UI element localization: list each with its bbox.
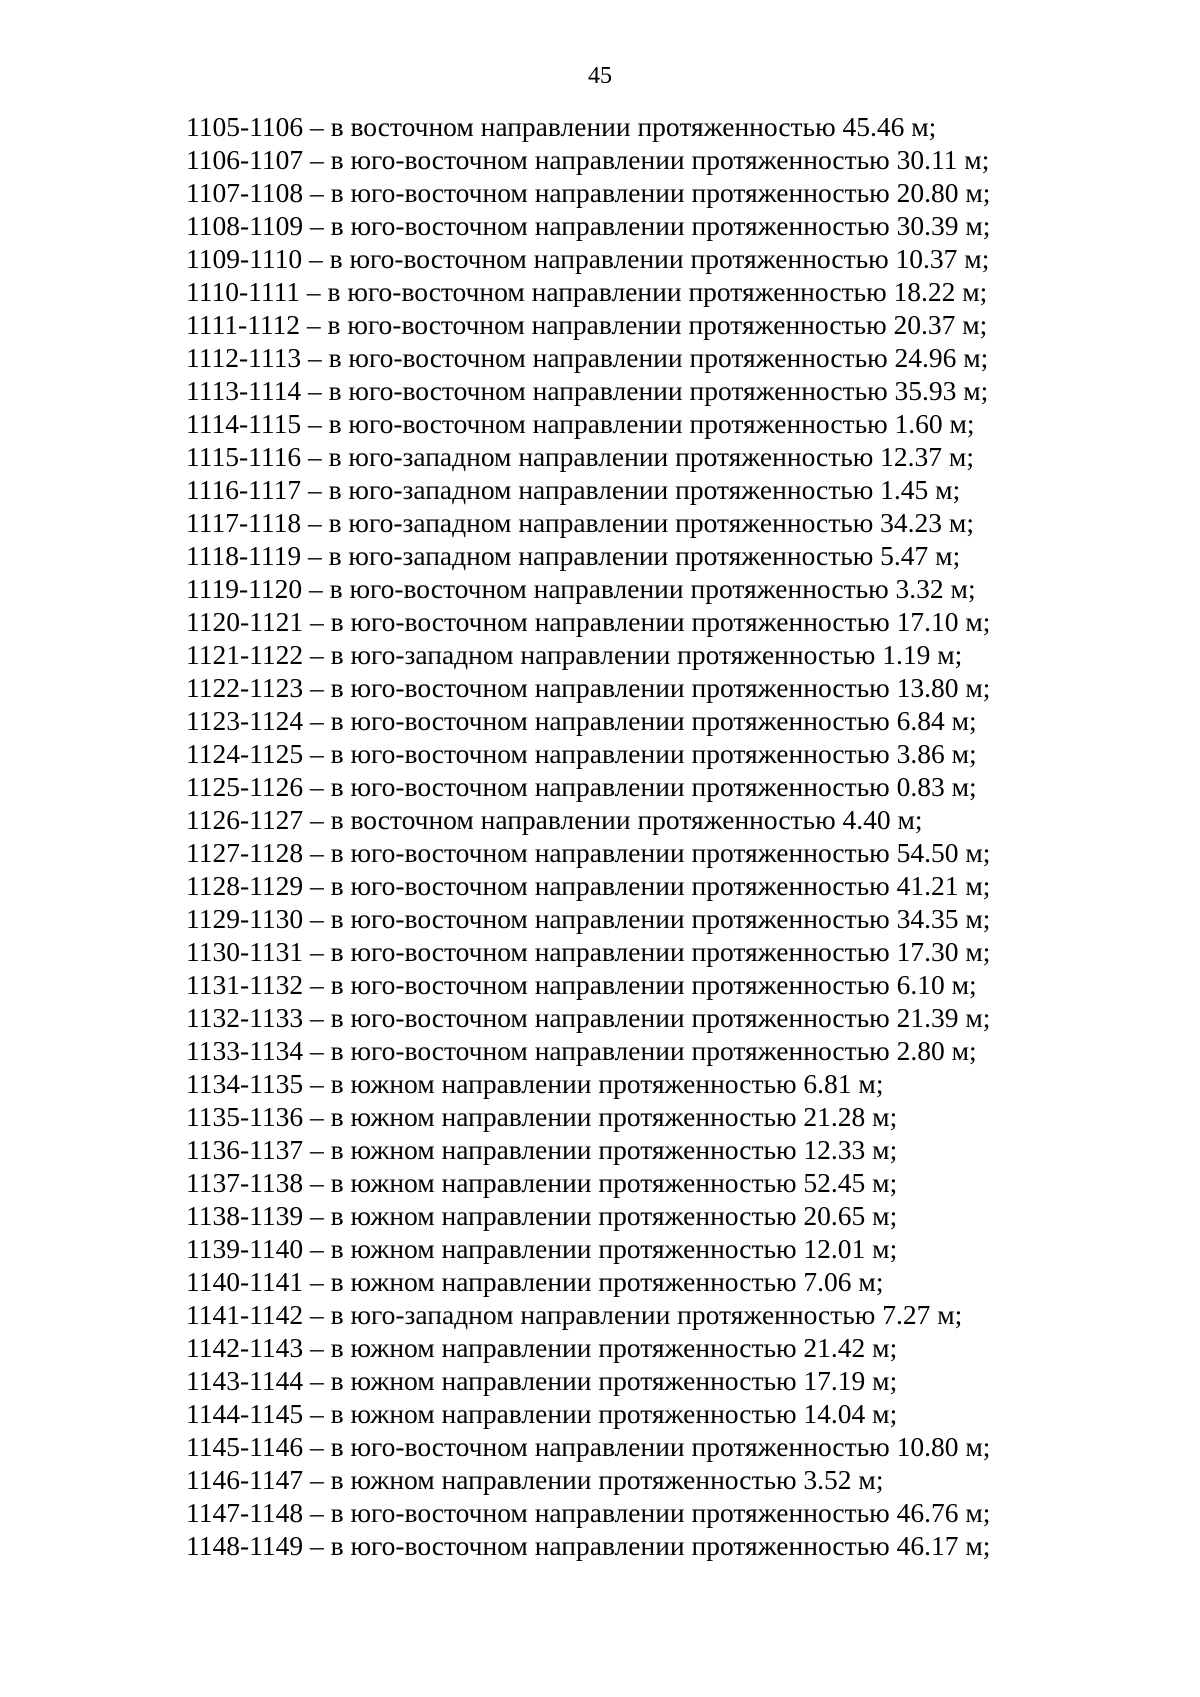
boundary-segment-line: 1136-1137 – в южном направлении протяженностью 12.33 м;: [186, 1134, 898, 1165]
boundary-segment-line: 1137-1138 – в южном направлении протяженностью 52.45 м;: [186, 1167, 898, 1198]
page-number: 45: [588, 63, 612, 89]
boundary-segment-line: 1127-1128 – в юго-восточном направлении протяженностью 54.50 м;: [186, 837, 991, 868]
boundary-segment-line: 1138-1139 – в южном направлении протяженностью 20.65 м;: [186, 1200, 898, 1231]
boundary-segment-line: 1112-1113 – в юго-восточном направлении протяженностью 24.96 м;: [186, 342, 989, 373]
boundary-segment-line: 1117-1118 – в юго-западном направлении протяженностью 34.23 м;: [186, 507, 974, 538]
boundary-segment-line: 1122-1123 – в юго-восточном направлении протяженностью 13.80 м;: [186, 672, 991, 703]
boundary-segment-line: 1133-1134 – в юго-восточном направлении протяженностью 2.80 м;: [186, 1035, 977, 1066]
boundary-segment-line: 1130-1131 – в юго-восточном направлении протяженностью 17.30 м;: [186, 936, 991, 967]
boundary-segment-line: 1116-1117 – в юго-западном направлении протяженностью 1.45 м;: [186, 474, 961, 505]
boundary-segment-line: 1134-1135 – в южном направлении протяженностью 6.81 м;: [186, 1068, 884, 1099]
boundary-segment-line: 1124-1125 – в юго-восточном направлении протяженностью 3.86 м;: [186, 738, 977, 769]
boundary-segment-line: 1121-1122 – в юго-западном направлении протяженностью 1.19 м;: [186, 639, 963, 670]
boundary-segment-line: 1128-1129 – в юго-восточном направлении протяженностью 41.21 м;: [186, 870, 991, 901]
boundary-segment-line: 1106-1107 – в юго-восточном направлении протяженностью 30.11 м;: [186, 144, 990, 175]
boundary-segment-line: 1148-1149 – в юго-восточном направлении протяженностью 46.17 м;: [186, 1530, 991, 1561]
boundary-segment-line: 1111-1112 – в юго-восточном направлении протяженностью 20.37 м;: [186, 309, 988, 340]
boundary-segment-line: 1107-1108 – в юго-восточном направлении протяженностью 20.80 м;: [186, 177, 991, 208]
boundary-segment-line: 1129-1130 – в юго-восточном направлении протяженностью 34.35 м;: [186, 903, 991, 934]
boundary-segment-line: 1147-1148 – в юго-восточном направлении протяженностью 46.76 м;: [186, 1497, 991, 1528]
boundary-segment-line: 1141-1142 – в юго-западном направлении протяженностью 7.27 м;: [186, 1299, 963, 1330]
boundary-segment-line: 1135-1136 – в южном направлении протяженностью 21.28 м;: [186, 1101, 898, 1132]
boundary-segment-line: 1144-1145 – в южном направлении протяженностью 14.04 м;: [186, 1398, 898, 1429]
boundary-segment-line: 1114-1115 – в юго-восточном направлении протяженностью 1.60 м;: [186, 408, 975, 439]
boundary-segment-line: 1113-1114 – в юго-восточном направлении протяженностью 35.93 м;: [186, 375, 989, 406]
boundary-segment-line: 1110-1111 – в юго-восточном направлении протяженностью 18.22 м;: [186, 276, 988, 307]
boundary-segment-line: 1132-1133 – в юго-восточном направлении протяженностью 21.39 м;: [186, 1002, 991, 1033]
boundary-segment-line: 1123-1124 – в юго-восточном направлении протяженностью 6.84 м;: [186, 705, 977, 736]
boundary-segment-line: 1118-1119 – в юго-западном направлении протяженностью 5.47 м;: [186, 540, 961, 571]
boundary-segment-line: 1139-1140 – в южном направлении протяженностью 12.01 м;: [186, 1233, 898, 1264]
boundary-segment-line: 1115-1116 – в юго-западном направлении протяженностью 12.37 м;: [186, 441, 974, 472]
boundary-segment-line: 1119-1120 – в юго-восточном направлении протяженностью 3.32 м;: [186, 573, 976, 604]
boundary-segment-line: 1143-1144 – в южном направлении протяженностью 17.19 м;: [186, 1365, 898, 1396]
boundary-segment-line: 1105-1106 – в восточном направлении протяженностью 45.46 м;: [186, 111, 937, 142]
boundary-segment-line: 1120-1121 – в юго-восточном направлении протяженностью 17.10 м;: [186, 606, 991, 637]
boundary-segment-line: 1145-1146 – в юго-восточном направлении протяженностью 10.80 м;: [186, 1431, 991, 1462]
boundary-segment-list: [186, 110, 1086, 1562]
boundary-segment-line: 1140-1141 – в южном направлении протяженностью 7.06 м;: [186, 1266, 884, 1297]
boundary-segment-line: 1108-1109 – в юго-восточном направлении протяженностью 30.39 м;: [186, 210, 991, 241]
boundary-segment-line: 1109-1110 – в юго-восточном направлении протяженностью 10.37 м;: [186, 243, 990, 274]
boundary-segment-line: 1125-1126 – в юго-восточном направлении протяженностью 0.83 м;: [186, 771, 977, 802]
boundary-segment-line: 1142-1143 – в южном направлении протяженностью 21.42 м;: [186, 1332, 898, 1363]
boundary-segment-line: 1126-1127 – в восточном направлении протяженностью 4.40 м;: [186, 804, 923, 835]
boundary-segment-line: 1146-1147 – в южном направлении протяженностью 3.52 м;: [186, 1464, 884, 1495]
boundary-segment-line: 1131-1132 – в юго-восточном направлении протяженностью 6.10 м;: [186, 969, 977, 1000]
